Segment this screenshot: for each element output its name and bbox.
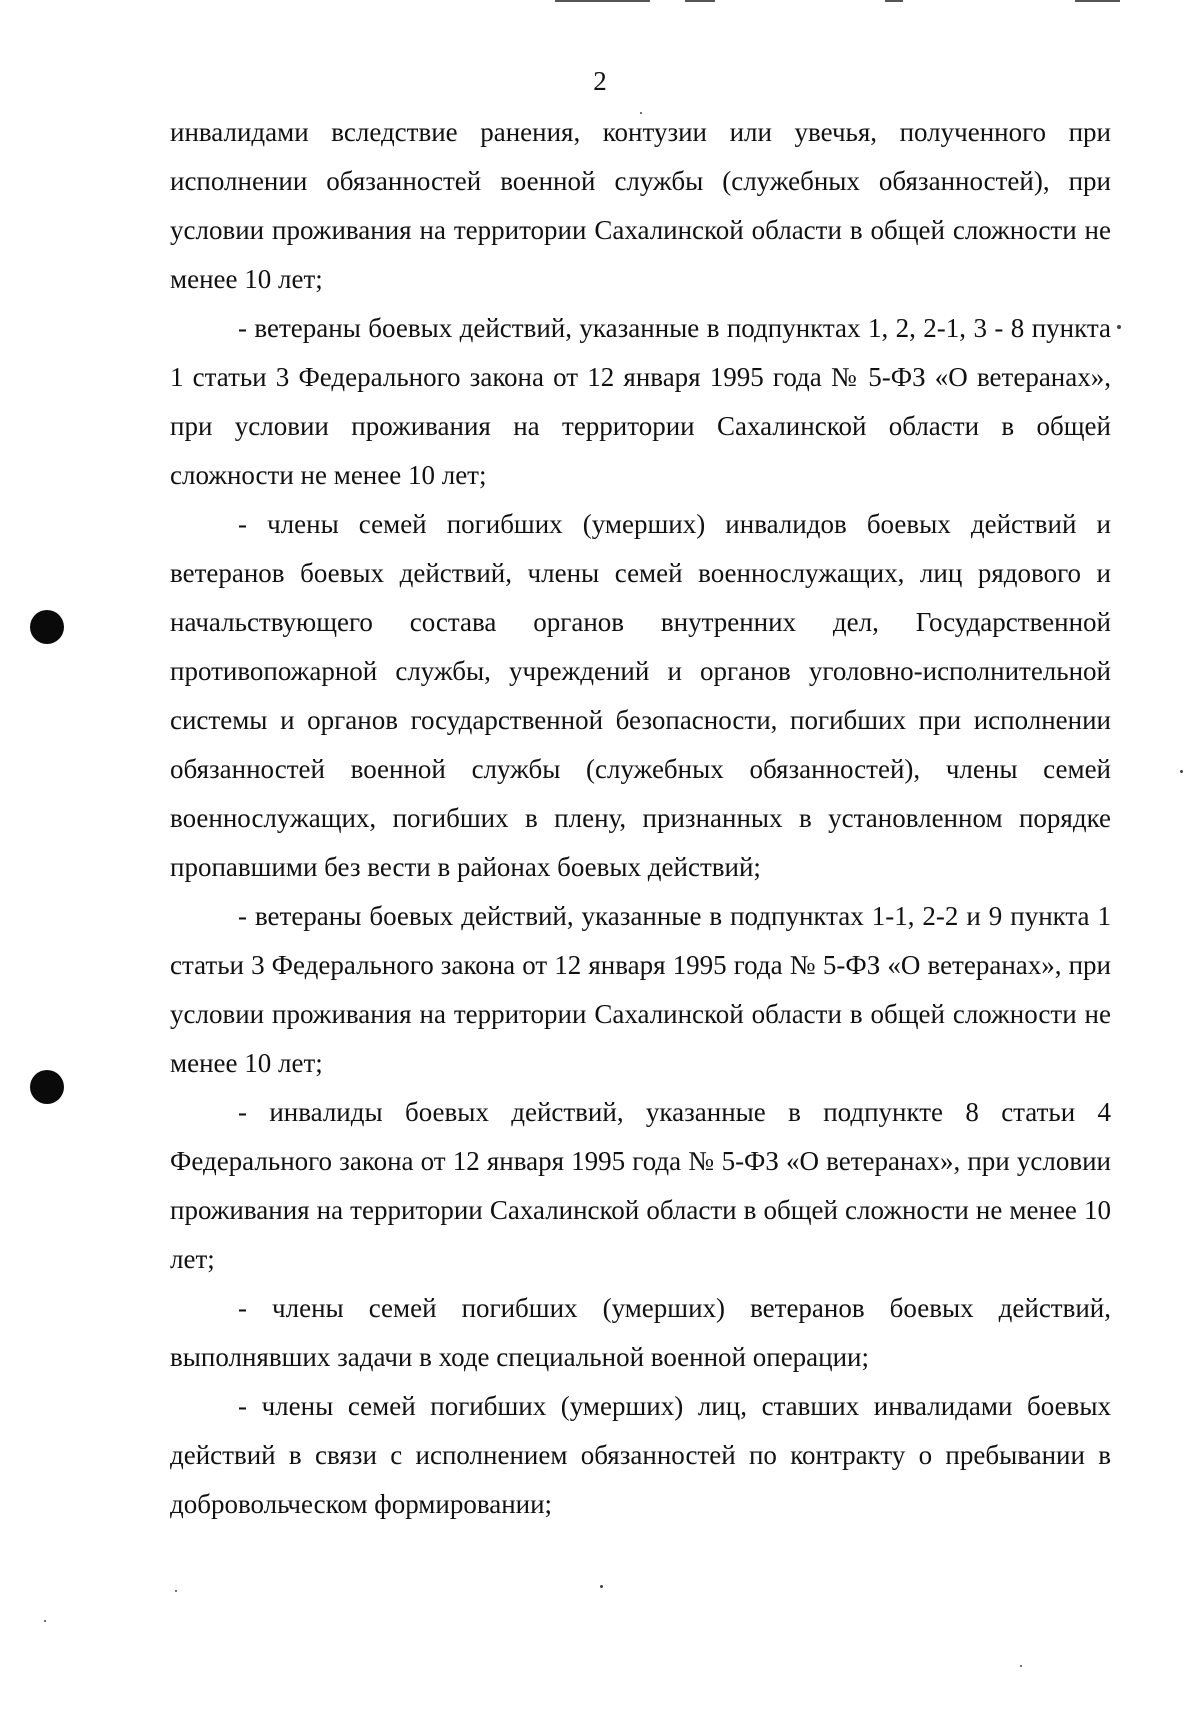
paragraph-combat-veterans-1: - ветераны боевых действий, указанные в подпунктах 1, 2, 2-1, 3 - 8 пункта 1 статьи 3 Федерального закона от 12 января 1995 года № 5-ФЗ «О ветеранах», при условии проживания на территории Сахалинской области в общей сложности не менее 10 лет; <box>170 313 1111 490</box>
paragraph-combat-veterans-2: - ветераны боевых действий, указанные в подпунктах 1-1, 2-2 и 9 пункта 1 статьи 3 Федерального закона от 12 января 1995 года № 5-ФЗ «О ветеранах», при условии проживания на территории Сахалинской области в общей сложности не менее 10 лет; <box>170 901 1111 1078</box>
paragraph-combat-invalids: - инвалиды боевых действий, указанные в подпункте 8 статьи 4 Федерального закона от 12 января 1995 года № 5-ФЗ «О ветеранах», при условии проживания на территории Сахалинской области в общей сложности не менее 10 лет; <box>170 1097 1111 1274</box>
paragraph-continuation: инвалидами вследствие ранения, контузии или увечья, полученного при исполнении обязанностей военной службы (служебных обязанностей), при условии проживания на территории Сахалинской области в общей сложности не менее 10 лет; <box>170 117 1111 294</box>
paragraph-volunteer-families: - члены семей погибших (умерших) лиц, ставших инвалидами боевых действий в связи с исполнением обязанностей по контракту о пребывании в добровольческом формировании; <box>170 1391 1111 1519</box>
hole-punch-upper <box>30 610 64 644</box>
document-body <box>170 108 1111 1529</box>
page-number: 2 <box>593 66 607 96</box>
hole-punch-lower <box>30 1070 64 1104</box>
paragraph-svo-families: - члены семей погибших (умерших) ветеранов боевых действий, выполнявших задачи в ходе специальной военной операции; <box>170 1293 1111 1372</box>
paragraph-family-members-deceased: - члены семей погибших (умерших) инвалидов боевых действий и ветеранов боевых действий, члены семей военнослужащих, лиц рядового и начальствующего состава органов внутренних дел, Государственной противопожарной службы, учреждений и органов уголовно-исполнительной системы и органов государственной безопасности, погибших при исполнении обязанностей военной службы (служебных обязанностей), члены семей военнослужащих, погибших в плену, признанных в установленном порядке пропавшими без вести в районах боевых действий; <box>170 509 1111 882</box>
scan-edge-marks <box>555 0 1155 4</box>
